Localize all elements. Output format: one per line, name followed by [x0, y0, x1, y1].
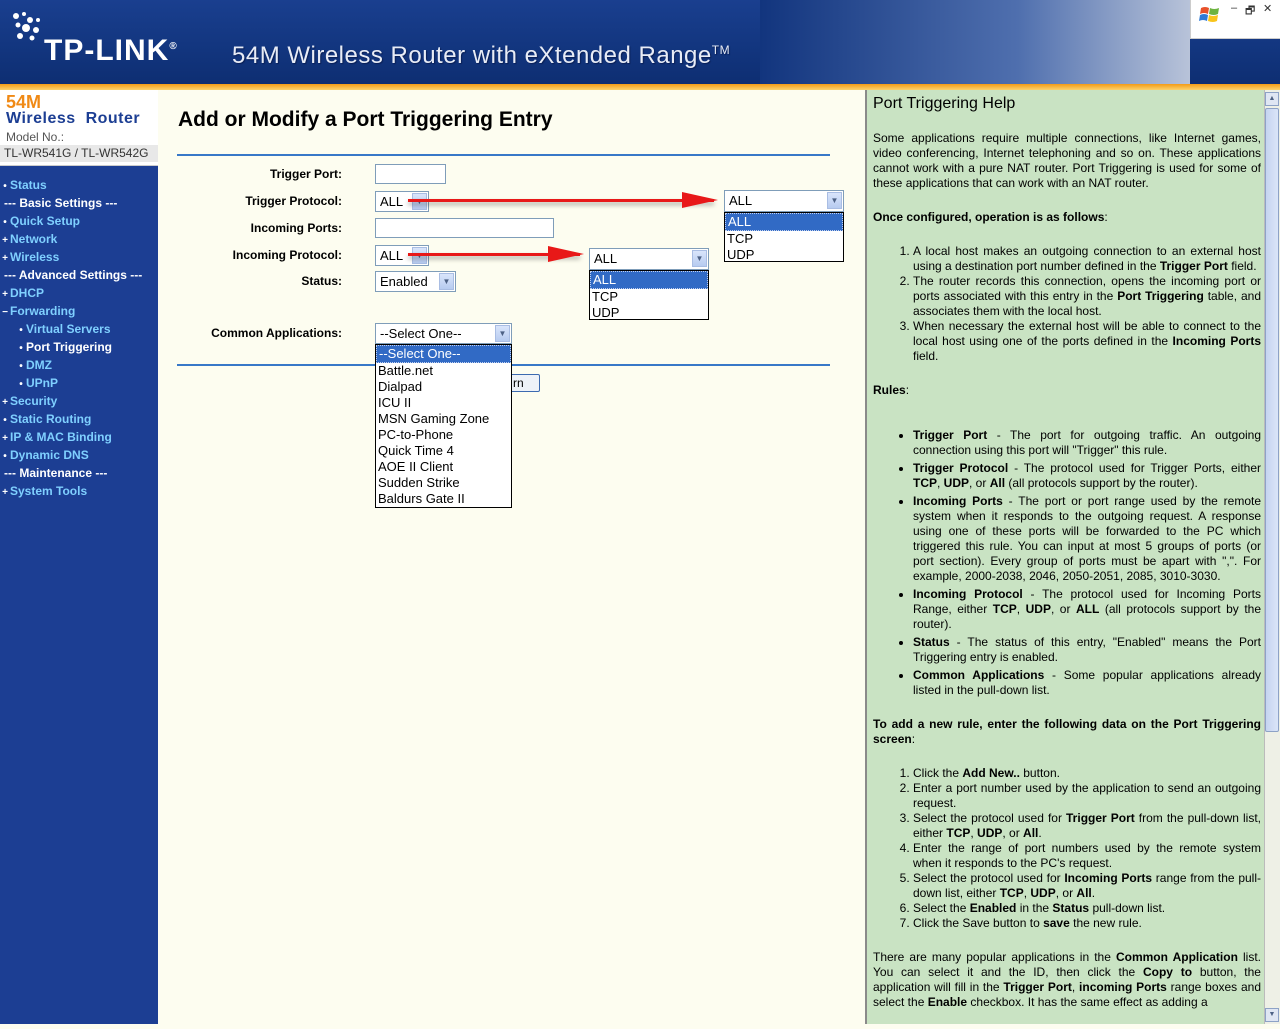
- page-title: Add or Modify a Port Triggering Entry: [178, 108, 553, 131]
- sidebar-item-dynamic-dns[interactable]: [0, 446, 158, 464]
- list-item[interactable]: UDP: [727, 247, 755, 262]
- bullet-icon: •: [3, 181, 7, 192]
- help-panel: [865, 90, 1280, 1024]
- list-item[interactable]: ALL: [590, 271, 708, 289]
- list-item[interactable]: --Select One--: [376, 345, 511, 363]
- list-item: 2. The router records this connection, opens the incoming port or ports associated with this entry in the Port Triggering table, and associates them with the local host.: [913, 274, 1261, 319]
- sidebar-nav: [0, 166, 158, 500]
- model-speed: 54M: [6, 92, 42, 112]
- list-item[interactable]: ICU II: [378, 395, 412, 410]
- help-intro: Some applications require multiple connections, like Internet games, video conferencing, Internet telephoning and so on. These applications cannot work with a pure NAT router. Port Triggering is used for some of these applications that can work with an NAT router.: [873, 131, 1261, 190]
- section-advanced-settings: --- Advanced Settings ---: [4, 268, 143, 282]
- sidebar-link-virtual-servers[interactable]: Virtual Servers: [26, 322, 111, 336]
- list-item[interactable]: ALL: [725, 213, 843, 231]
- list-item[interactable]: TCP: [592, 289, 618, 304]
- model-box: [0, 90, 158, 166]
- section-basic-settings: --- Basic Settings ---: [4, 196, 118, 210]
- list-item[interactable]: Sudden Strike: [378, 475, 460, 490]
- common-apps-label: Common Applications:: [211, 326, 342, 340]
- help-operation-heading: Once configured, operation is as follows:: [873, 210, 1108, 224]
- list-item[interactable]: Baldurs Gate II: [378, 491, 465, 506]
- sidebar-item-ip-mac-binding[interactable]: [0, 428, 158, 446]
- close-button[interactable]: ✕: [1263, 3, 1273, 15]
- common-apps-select[interactable]: --Select One-- ▼: [375, 323, 512, 344]
- chevron-down-icon[interactable]: ▼: [495, 325, 510, 342]
- common-apps-dropdown[interactable]: [375, 344, 512, 508]
- annotation-arrow-1: [408, 199, 714, 202]
- sidebar-item-network[interactable]: [0, 230, 158, 248]
- list-item: 3. Select the protocol used for Trigger Port from the pull-down list, either TCP, UDP, or All.: [913, 811, 1261, 841]
- incoming-protocol-callout-select[interactable]: ALL ▼: [589, 248, 709, 270]
- sidebar-link-quick-setup[interactable]: Quick Setup: [10, 214, 81, 228]
- help-rules-list: [873, 428, 1261, 698]
- bullet-icon: •: [19, 325, 23, 336]
- bullet-icon: •: [19, 379, 23, 390]
- sidebar-item-wireless[interactable]: [0, 248, 158, 266]
- trigger-protocol-label: Trigger Protocol:: [245, 194, 342, 208]
- bullet-icon: •: [19, 343, 23, 354]
- sidebar: [0, 90, 158, 1024]
- list-item: • Status - The status of this entry, "Enabled" means the Port Triggering entry is enabled.: [913, 635, 1261, 665]
- list-item: 1. A local host makes an outgoing connection to an external host using a destination port number defined in the Trigger Port field.: [913, 244, 1261, 274]
- bullet-icon: •: [3, 217, 7, 228]
- model-label: Model No.:: [6, 130, 65, 144]
- scroll-up-icon[interactable]: ▲: [1265, 92, 1279, 106]
- help-content: [873, 96, 1261, 1029]
- sidebar-link-upnp[interactable]: UPnP: [26, 376, 59, 390]
- trigger-protocol-callout-select[interactable]: ALL ▼: [724, 190, 844, 212]
- sidebar-link-forwarding[interactable]: Forwarding: [10, 304, 76, 318]
- list-item: 3. When necessary the external host will be able to connect to the local host using one of the ports defined in the Incoming Ports field.: [913, 319, 1261, 364]
- help-title: Port Triggering Help: [873, 95, 1016, 112]
- help-add-heading: To add a new rule, enter the following data on the Port Triggering screen:: [873, 717, 1261, 746]
- list-item: 2. Enter a port number used by the application to send an outgoing request.: [913, 781, 1261, 811]
- list-item: 6. Select the Enabled in the Status pull-down list.: [913, 901, 1261, 916]
- help-rules-heading: Rules:: [873, 383, 910, 397]
- list-item: 7. Click the Save button to save the new rule.: [913, 916, 1261, 931]
- list-item[interactable]: UDP: [592, 305, 620, 320]
- chevron-down-icon[interactable]: ▼: [692, 250, 707, 267]
- incoming-protocol-callout-list[interactable]: [589, 270, 709, 320]
- sidebar-item-security[interactable]: [0, 392, 158, 410]
- scroll-down-icon[interactable]: ▼: [1265, 1008, 1279, 1022]
- expand-plus-icon[interactable]: +: [2, 487, 8, 498]
- list-item[interactable]: MSN Gaming Zone: [378, 411, 490, 426]
- sidebar-item-system-tools[interactable]: [0, 482, 158, 500]
- list-item: • Trigger Port - The port for outgoing traffic. An outgoing connection using this port will "Trigger" this rule.: [913, 428, 1261, 458]
- bullet-icon: •: [3, 415, 7, 426]
- help-scrollbar[interactable]: [1264, 90, 1280, 1024]
- sidebar-link-network[interactable]: Network: [10, 232, 58, 246]
- sidebar-link-status[interactable]: Status: [10, 178, 47, 192]
- model-type: Wireless Router: [6, 110, 141, 127]
- trigger-protocol-select[interactable]: ALL: [375, 191, 429, 212]
- sidebar-link-security[interactable]: Security: [10, 394, 58, 408]
- model-number: TL-WR541G / TL-WR542G: [0, 145, 158, 162]
- brand-logo: TP-LINK®: [44, 34, 178, 67]
- list-item[interactable]: Quick Time 4: [378, 443, 454, 458]
- return-button[interactable]: rn: [508, 374, 540, 392]
- trigger-port-label: Trigger Port:: [269, 167, 342, 181]
- list-item: • Incoming Protocol - The protocol used for Incoming Ports Range, either TCP, UDP, or ALL (all protocols support by the router).: [913, 587, 1261, 632]
- scroll-thumb[interactable]: [1265, 108, 1279, 732]
- trigger-protocol-callout-list[interactable]: [724, 212, 844, 262]
- status-label: Status:: [301, 274, 342, 288]
- list-item: 4. Enter the range of port numbers used by the remote system when it responds to the PC's request.: [913, 841, 1261, 871]
- expand-plus-icon[interactable]: +: [2, 433, 8, 444]
- sidebar-item-quick-setup[interactable]: [0, 212, 158, 230]
- list-item: • Common Applications - Some popular applications already listed in the pull-down list.: [913, 668, 1261, 698]
- incoming-protocol-select[interactable]: ALL: [375, 245, 429, 266]
- bullet-icon: •: [19, 361, 23, 372]
- annotation-arrow-2: [408, 253, 580, 256]
- help-operation-list: [873, 244, 1261, 364]
- sidebar-item-virtual-servers[interactable]: [0, 320, 158, 338]
- sidebar-item-status[interactable]: [0, 176, 158, 194]
- list-item: 1. Click the Add New.. button.: [913, 766, 1261, 781]
- chevron-down-icon[interactable]: ▼: [439, 273, 454, 290]
- window-controls: [1190, 0, 1280, 39]
- list-item: • Trigger Protocol - The protocol used for Trigger Ports, either TCP, UDP, or All (all protocols support by the router).: [913, 461, 1261, 491]
- help-add-steps: [873, 766, 1261, 931]
- sidebar-link-dynamic-dns[interactable]: Dynamic DNS: [10, 448, 89, 462]
- sidebar-link-dhcp[interactable]: DHCP: [10, 286, 45, 300]
- sidebar-link-ip-mac-binding[interactable]: IP & MAC Binding: [10, 430, 112, 444]
- list-item[interactable]: Battle.net: [378, 363, 433, 378]
- list-item: 5. Select the protocol used for Incoming Ports range from the pull-down list, either TCP, UDP, or All.: [913, 871, 1261, 901]
- help-popular-apps: There are many popular applications in the Common Application list. You can select it and the ID, then click the Copy to button, the application will fill in the Trigger Port, incoming Ports range boxes and select the Enable checkbox. It has the same effect as adding a: [873, 950, 1261, 1009]
- sidebar-link-wireless[interactable]: Wireless: [10, 250, 60, 264]
- sidebar-item-dmz[interactable]: [0, 356, 158, 374]
- tp-link-logo-icon: [10, 10, 44, 44]
- collapse-minus-icon[interactable]: −: [2, 307, 8, 318]
- product-tagline: 54M Wireless Router with eXtended Range™: [232, 42, 731, 69]
- main-content: [158, 90, 865, 1024]
- list-item[interactable]: AOE II Client: [378, 459, 454, 474]
- sidebar-link-system-tools[interactable]: System Tools: [10, 484, 88, 498]
- minimize-button[interactable]: –: [1231, 2, 1238, 14]
- banner: [0, 0, 1280, 84]
- status-select[interactable]: Enabled ▼: [375, 271, 456, 292]
- restore-button[interactable]: 🗗: [1245, 5, 1256, 17]
- incoming-protocol-label: Incoming Protocol:: [232, 248, 342, 262]
- expand-plus-icon[interactable]: +: [2, 397, 8, 408]
- sidebar-link-static-routing[interactable]: Static Routing: [10, 412, 92, 426]
- sidebar-item-static-routing[interactable]: [0, 410, 158, 428]
- sidebar-item-port-triggering[interactable]: [0, 338, 158, 356]
- list-item[interactable]: TCP: [727, 231, 753, 246]
- incoming-ports-input[interactable]: [375, 218, 554, 238]
- windows-flag-icon: [1199, 4, 1221, 26]
- expand-plus-icon[interactable]: +: [2, 289, 8, 300]
- expand-plus-icon[interactable]: +: [2, 235, 8, 246]
- sidebar-item-upnp[interactable]: [0, 374, 158, 392]
- expand-plus-icon[interactable]: +: [2, 253, 8, 264]
- sidebar-item-dhcp[interactable]: [0, 284, 158, 302]
- list-item[interactable]: Dialpad: [378, 379, 423, 394]
- trigger-port-input[interactable]: [375, 164, 446, 184]
- divider-top: [177, 154, 830, 156]
- section-maintenance: --- Maintenance ---: [4, 466, 108, 480]
- bullet-icon: •: [3, 451, 7, 462]
- list-item: • Incoming Ports - The port or port range used by the remote system when it responds to the outgoing request. A response using one of these ports will be forwarded to the PC which triggered this rule. You can input at most 5 groups of ports (or port section). Every group of ports must be apart with ",". For example, 2000-2038, 2046, 2050-2051, 2085, 3010-3030.: [913, 494, 1261, 584]
- incoming-ports-label: Incoming Ports:: [250, 221, 342, 235]
- sidebar-item-forwarding[interactable]: [0, 302, 158, 320]
- list-item[interactable]: PC-to-Phone: [378, 427, 454, 442]
- sidebar-link-port-triggering[interactable]: Port Triggering: [26, 340, 113, 354]
- chevron-down-icon[interactable]: ▼: [827, 192, 842, 209]
- banner-gradient: [760, 0, 1190, 84]
- sidebar-link-dmz[interactable]: DMZ: [26, 358, 52, 372]
